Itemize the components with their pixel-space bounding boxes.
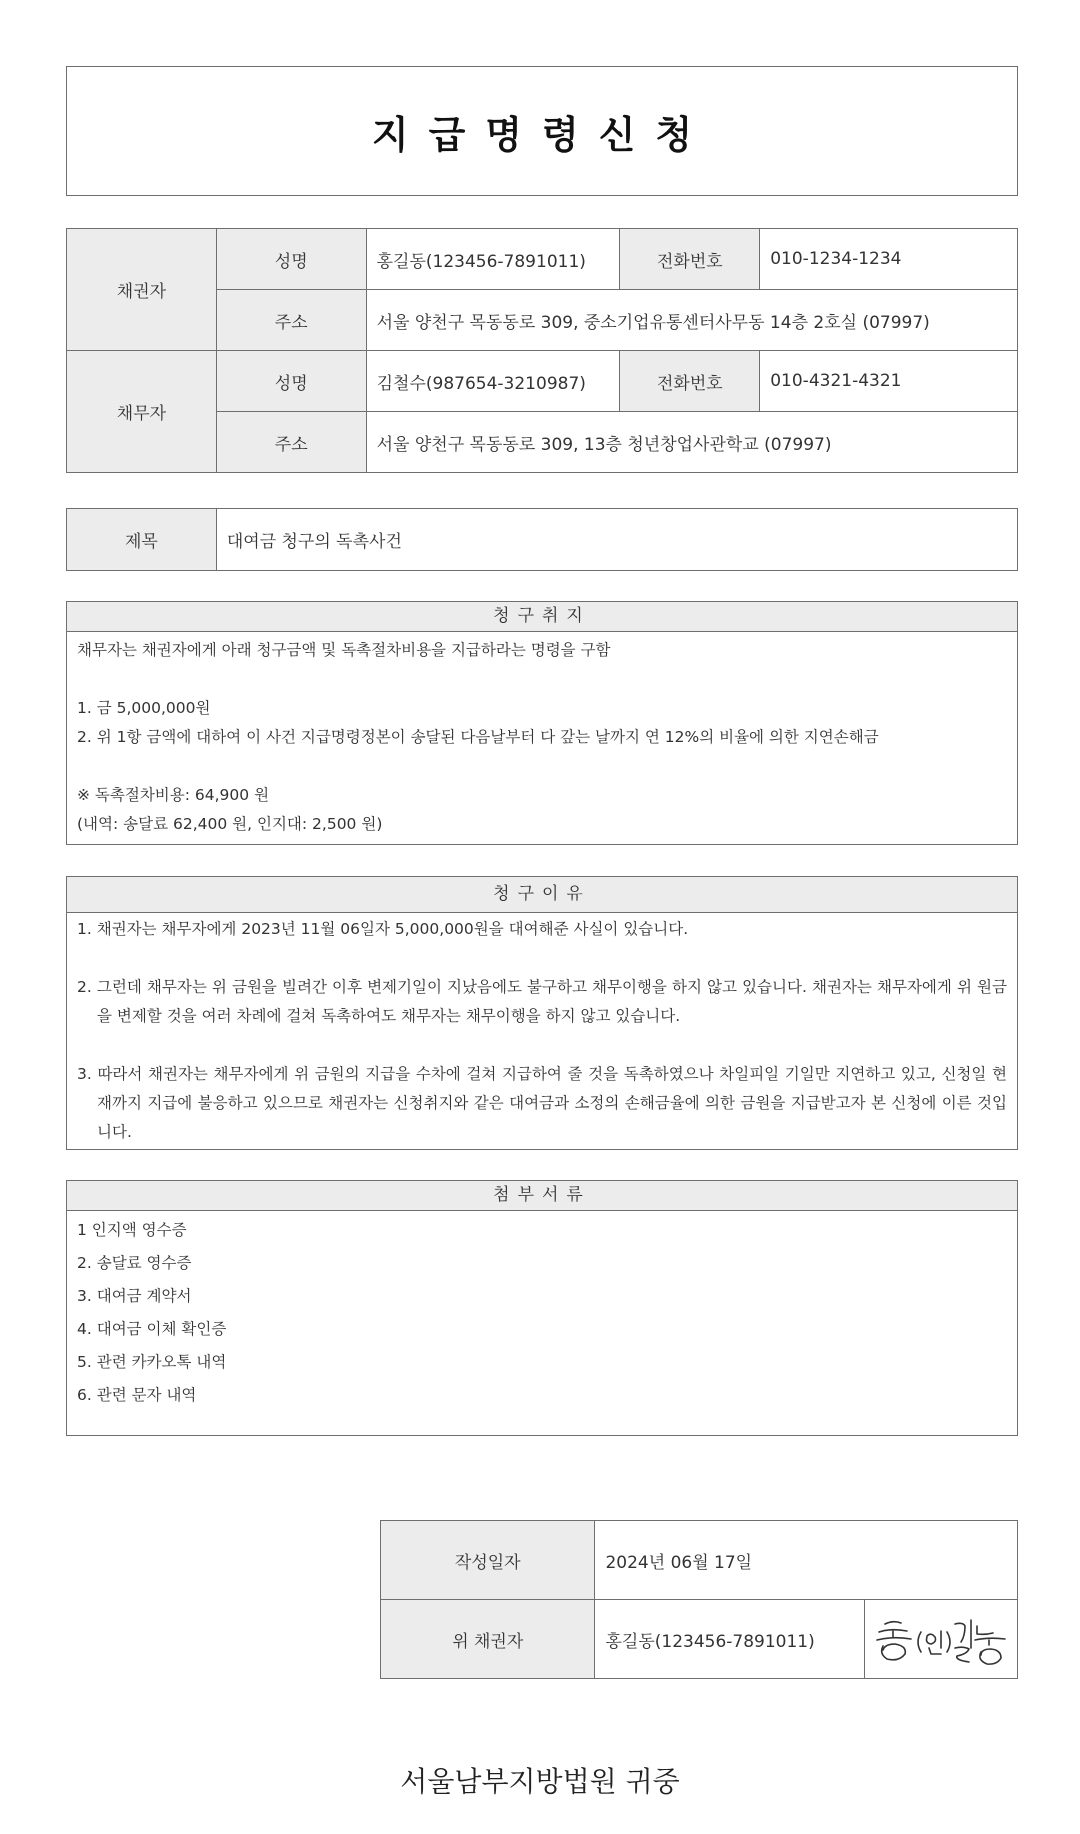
- signature-table: [380, 1520, 1018, 1679]
- attachment-item: 2. 송달료 영수증: [77, 1254, 192, 1272]
- debtor-phone-label: 전화번호: [620, 351, 760, 412]
- date-value: 2024년 06월 17일: [595, 1521, 1018, 1600]
- attachment-item: 6. 관련 문자 내역: [77, 1386, 197, 1404]
- claim-reason-paragraph: 2. 그런데 채무자는 위 금원을 빌려간 이후 변제기일이 지났음에도 불구하고 채무이행을 하지 않고 있습니다. 채권자는 채무자에게 위 원금을 변제할 것을 여러 차례에 걸쳐 독촉하여도 채무자는 채무이행을 하지 않고 있습니다.: [77, 978, 1007, 1025]
- signature-cell: [865, 1600, 1018, 1679]
- creditor-address: 서울 양천구 목동동로 309, 중소기업유통센터사무동 14층 2호실 (07997): [366, 290, 1017, 351]
- subject-value: 대여금 청구의 독촉사건: [216, 509, 1017, 571]
- attachment-item: 4. 대여금 이체 확인증: [77, 1320, 227, 1338]
- debtor-address: 서울 양천구 목동동로 309, 13층 청년창업사관학교 (07997): [366, 412, 1017, 473]
- date-label: 작성일자: [381, 1521, 595, 1600]
- debtor-name: 김철수(987654-3210987): [366, 351, 620, 412]
- claim-reason-section: [66, 876, 1018, 1150]
- claim-purpose-item: 1. 금 5,000,000원: [77, 699, 211, 717]
- creditor-role: 채권자: [67, 229, 217, 351]
- creditor-name: 홍길동(123456-7891011): [366, 229, 620, 290]
- claim-reason-paragraph: 1. 채권자는 채무자에게 2023년 11월 06일자 5,000,000원을 대여해준 사실이 있습니다.: [77, 920, 689, 938]
- debtor-name-label: 성명: [216, 351, 366, 412]
- subject-table: [66, 508, 1018, 571]
- claim-purpose-intro: 채무자는 채권자에게 아래 청구금액 및 독촉절차비용을 지급하라는 명령을 구함: [77, 641, 611, 659]
- creditor-phone: 010-1234-1234: [760, 229, 1018, 290]
- attachment-item: 1 인지액 영수증: [77, 1221, 187, 1239]
- court-name: 서울남부지방법원 귀중: [400, 1765, 680, 1798]
- title-box: [66, 66, 1018, 196]
- attachment-item: 5. 관련 카카오톡 내역: [77, 1353, 227, 1371]
- attachment-item: 3. 대여금 계약서: [77, 1287, 192, 1305]
- parties-table: [66, 228, 1018, 473]
- creditor-name-label: 성명: [216, 229, 366, 290]
- debtor-role: 채무자: [67, 351, 217, 473]
- document-title: 지급명령신청: [371, 112, 713, 157]
- creditor-address-label: 주소: [216, 290, 366, 351]
- claim-reason-heading: 청구이유: [67, 877, 1017, 913]
- claim-purpose-item: 2. 위 1항 금액에 대하여 이 사건 지급명령정본이 송달된 다음날부터 다 갚는 날까지 연 12%의 비율에 의한 지연손해금: [77, 728, 879, 746]
- procedure-cost: ※ 독촉절차비용: 64,900 원: [77, 786, 270, 804]
- attachments-section: [66, 1180, 1018, 1436]
- claim-reason-paragraph: 3. 따라서 채권자는 채무자에게 위 금원의 지급을 수차에 걸쳐 지급하여 줄 것을 독촉하였으나 차일피일 기일만 지연하고 있고, 신청일 현재까지 지급에 불응하고 있으므로 채권자는 신청취지와 같은 대여금과 소정의 손해금율에 의한 금원을 지급받고자 본 신청에 이른 것입니다.: [77, 1065, 1007, 1141]
- handwritten-signature: [871, 1604, 1011, 1670]
- signer-label: 위 채권자: [381, 1600, 595, 1679]
- signer-value: 홍길동(123456-7891011): [595, 1600, 865, 1679]
- debtor-address-label: 주소: [216, 412, 366, 473]
- procedure-cost-detail: (내역: 송달료 62,400 원, 인지대: 2,500 원): [77, 815, 383, 833]
- attachments-heading: 첨부서류: [67, 1181, 1017, 1211]
- creditor-phone-label: 전화번호: [620, 229, 760, 290]
- subject-label: 제목: [67, 509, 217, 571]
- debtor-phone: 010-4321-4321: [760, 351, 1018, 412]
- claim-purpose-section: [66, 601, 1018, 845]
- claim-purpose-heading: 청구취지: [67, 602, 1017, 632]
